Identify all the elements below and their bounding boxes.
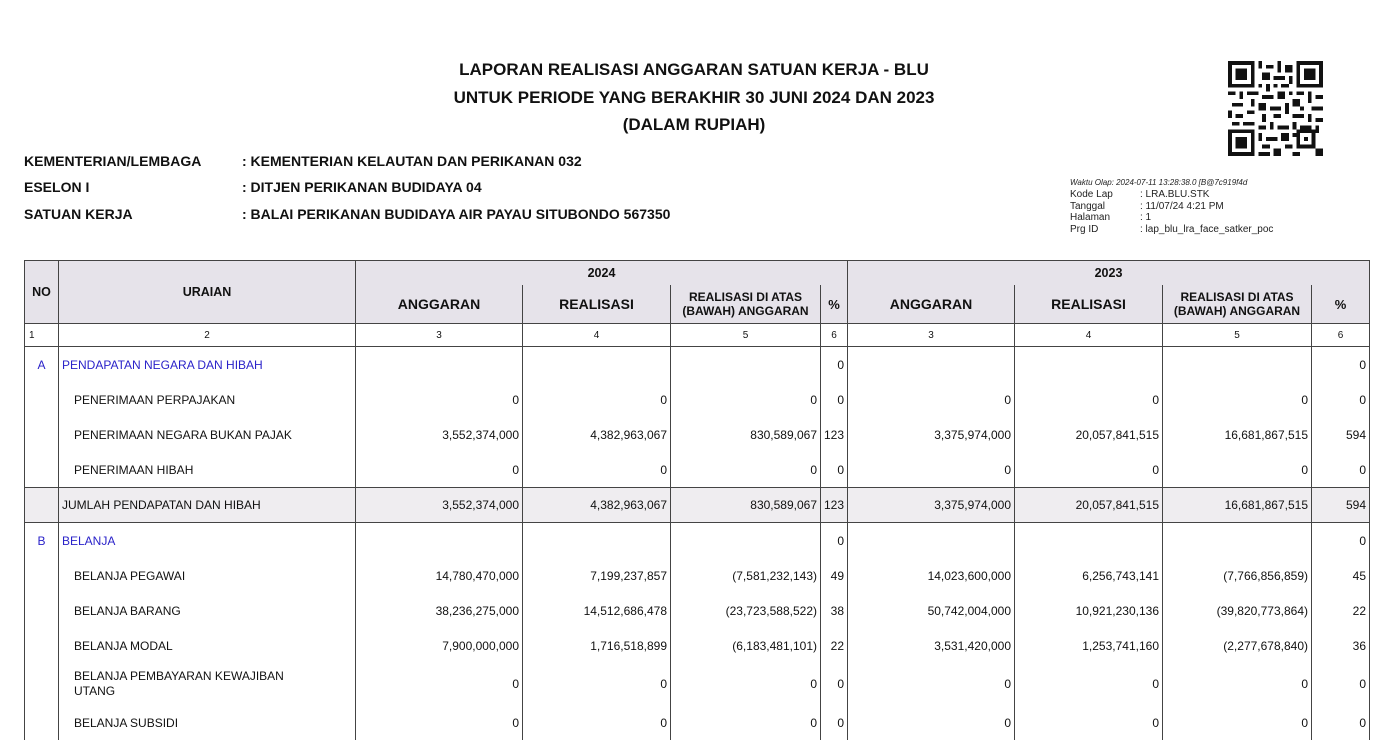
pct-2024: 123 — [821, 488, 848, 523]
report-info — [1070, 178, 1274, 235]
pct-2024: 0 — [821, 452, 848, 488]
budget-realization-table — [24, 260, 1370, 740]
row-description-line1: BELANJA PEMBAYARAN KEWAJIBAN — [74, 669, 284, 683]
selisih-label-line2: (BAWAH) ANGGARAN — [1173, 304, 1301, 318]
row-code — [25, 452, 59, 488]
anggaran-2023: 0 — [848, 705, 1015, 740]
pct-2023: 0 — [1312, 452, 1370, 488]
selisih-2024: (23,723,588,522) — [671, 593, 821, 628]
col-anggaran-2023: ANGGARAN — [848, 285, 1015, 324]
realisasi-2023: 6,256,743,141 — [1015, 558, 1163, 593]
anggaran-2023: 50,742,004,000 — [848, 593, 1015, 628]
anggaran-2024: 3,552,374,000 — [356, 417, 523, 452]
selisih-2024: 830,589,067 — [671, 417, 821, 452]
column-number: 5 — [671, 324, 821, 347]
realisasi-2023 — [1015, 523, 1163, 559]
anggaran-2023 — [848, 347, 1015, 383]
eselon-value: : DITJEN PERIKANAN BUDIDAYA 04 — [242, 179, 482, 195]
col-uraian-header: URAIAN — [59, 261, 356, 324]
report-period: UNTUK PERIODE YANG BERAKHIR 30 JUNI 2024 DAN 2023 — [453, 88, 935, 107]
realisasi-2024: 4,382,963,067 — [523, 417, 671, 452]
table-row — [25, 523, 1370, 559]
selisih-2023: 16,681,867,515 — [1163, 488, 1312, 523]
report-currency: (DALAM RUPIAH) — [622, 115, 766, 134]
realisasi-2024: 1,716,518,899 — [523, 628, 671, 663]
realisasi-2023: 10,921,230,136 — [1015, 593, 1163, 628]
table-row — [25, 452, 1370, 488]
selisih-2024: (6,183,481,101) — [671, 628, 821, 663]
selisih-2024: 0 — [671, 382, 821, 417]
selisih-2023: (7,766,856,859) — [1163, 558, 1312, 593]
row-code — [25, 488, 59, 523]
halaman-label: Halaman — [1070, 212, 1111, 223]
row-category: PENDAPATAN NEGARA DAN HIBAH — [59, 347, 356, 383]
row-code: A — [25, 347, 59, 383]
pct-2024: 123 — [821, 417, 848, 452]
anggaran-2024: 3,552,374,000 — [356, 488, 523, 523]
kementerian-label: KEMENTERIAN/LEMBAGA — [24, 153, 202, 169]
satker-label: SATUAN KERJA — [24, 206, 133, 222]
anggaran-2024: 7,900,000,000 — [356, 628, 523, 663]
pct-2023: 22 — [1312, 593, 1370, 628]
column-number: 1 — [25, 324, 59, 347]
selisih-2023: 0 — [1163, 705, 1312, 740]
pct-2024: 0 — [821, 523, 848, 559]
header-row-years — [25, 261, 1370, 286]
column-number: 4 — [1015, 324, 1163, 347]
realisasi-2024: 4,382,963,067 — [523, 488, 671, 523]
pct-2024: 0 — [821, 705, 848, 740]
table-row — [25, 558, 1370, 593]
pct-2024: 0 — [821, 347, 848, 383]
anggaran-2023: 3,531,420,000 — [848, 628, 1015, 663]
selisih-2024 — [671, 523, 821, 559]
realisasi-2024 — [523, 523, 671, 559]
selisih-2023: 16,681,867,515 — [1163, 417, 1312, 452]
report-title: LAPORAN REALISASI ANGGARAN SATUAN KERJA - BLU — [459, 60, 929, 79]
row-total-description: JUMLAH PENDAPATAN DAN HIBAH — [59, 488, 356, 523]
realisasi-2023: 0 — [1015, 663, 1163, 705]
row-description: PENERIMAAN HIBAH — [59, 452, 356, 488]
kode-lap-value: : LRA.BLU.STK — [1140, 189, 1210, 200]
selisih-label-line1: REALISASI DI ATAS — [1180, 290, 1294, 304]
eselon-label: ESELON I — [24, 179, 90, 195]
column-number: 3 — [848, 324, 1015, 347]
row-code — [25, 558, 59, 593]
realisasi-2023: 0 — [1015, 452, 1163, 488]
realisasi-2024: 0 — [523, 663, 671, 705]
anggaran-2024 — [356, 347, 523, 383]
row-description-line2: UTANG — [74, 684, 116, 698]
realisasi-2023: 20,057,841,515 — [1015, 417, 1163, 452]
row-description: BELANJA PEGAWAI — [59, 558, 356, 593]
selisih-2024 — [671, 347, 821, 383]
pct-2023: 36 — [1312, 628, 1370, 663]
qr-code-icon — [1228, 61, 1323, 156]
table-row — [25, 663, 1370, 705]
realisasi-2023 — [1015, 347, 1163, 383]
selisih-2023: 0 — [1163, 663, 1312, 705]
anggaran-2023: 3,375,974,000 — [848, 417, 1015, 452]
row-description — [59, 663, 356, 705]
table-row — [25, 417, 1370, 452]
col-realisasi-2024: REALISASI — [523, 285, 671, 324]
anggaran-2024: 0 — [356, 452, 523, 488]
realisasi-2024: 0 — [523, 452, 671, 488]
waktu-olap: Waktu Olap: 2024-07-11 13:28:38.0 [B@7c919f4d — [1070, 178, 1248, 187]
realisasi-2023: 1,253,741,160 — [1015, 628, 1163, 663]
realisasi-2024: 0 — [523, 705, 671, 740]
halaman-value: : 1 — [1140, 212, 1152, 223]
pct-2023: 0 — [1312, 523, 1370, 559]
column-number: 3 — [356, 324, 523, 347]
col-no-header: NO — [25, 261, 59, 324]
prg-id-value: : lap_blu_lra_face_satker_poc — [1140, 223, 1274, 235]
year-2024-header: 2024 — [356, 261, 848, 286]
row-description: BELANJA BARANG — [59, 593, 356, 628]
tanggal-label: Tanggal — [1070, 200, 1106, 212]
column-number: 6 — [1312, 324, 1370, 347]
pct-2023: 594 — [1312, 417, 1370, 452]
anggaran-2024: 38,236,275,000 — [356, 593, 523, 628]
selisih-2024: 0 — [671, 663, 821, 705]
column-number: 6 — [821, 324, 848, 347]
selisih-2023: (39,820,773,864) — [1163, 593, 1312, 628]
realisasi-2023: 0 — [1015, 705, 1163, 740]
selisih-2023 — [1163, 523, 1312, 559]
selisih-2023: 0 — [1163, 452, 1312, 488]
table-row — [25, 628, 1370, 663]
selisih-2023: (2,277,678,840) — [1163, 628, 1312, 663]
realisasi-2023: 0 — [1015, 382, 1163, 417]
row-category: BELANJA — [59, 523, 356, 559]
row-code: B — [25, 523, 59, 559]
anggaran-2024 — [356, 523, 523, 559]
anggaran-2023: 0 — [848, 663, 1015, 705]
col-selisih-2024 — [671, 285, 821, 324]
pct-2024: 38 — [821, 593, 848, 628]
total-row — [25, 488, 1370, 523]
selisih-2023: 0 — [1163, 382, 1312, 417]
column-number: 5 — [1163, 324, 1312, 347]
pct-2023: 0 — [1312, 347, 1370, 383]
selisih-2024: 0 — [671, 452, 821, 488]
anggaran-2024: 0 — [356, 382, 523, 417]
pct-2024: 0 — [821, 663, 848, 705]
column-number: 4 — [523, 324, 671, 347]
pct-2024: 49 — [821, 558, 848, 593]
row-code — [25, 382, 59, 417]
realisasi-2024: 0 — [523, 382, 671, 417]
column-number: 2 — [59, 324, 356, 347]
row-description: BELANJA SUBSIDI — [59, 705, 356, 740]
realisasi-2024: 7,199,237,857 — [523, 558, 671, 593]
selisih-2024: 830,589,067 — [671, 488, 821, 523]
pct-2024: 22 — [821, 628, 848, 663]
anggaran-2024: 14,780,470,000 — [356, 558, 523, 593]
pct-2023: 594 — [1312, 488, 1370, 523]
year-2023-header: 2023 — [848, 261, 1370, 286]
pct-2023: 0 — [1312, 705, 1370, 740]
anggaran-2024: 0 — [356, 705, 523, 740]
row-description: PENERIMAAN NEGARA BUKAN PAJAK — [59, 417, 356, 452]
realisasi-2024 — [523, 347, 671, 383]
kode-lap-label: Kode Lap — [1070, 189, 1113, 200]
col-realisasi-2023: REALISASI — [1015, 285, 1163, 324]
anggaran-2023: 14,023,600,000 — [848, 558, 1015, 593]
anggaran-2023: 0 — [848, 382, 1015, 417]
col-pct-2023: % — [1312, 285, 1370, 324]
pct-2023: 45 — [1312, 558, 1370, 593]
anggaran-2024: 0 — [356, 663, 523, 705]
row-code — [25, 628, 59, 663]
row-description: BELANJA MODAL — [59, 628, 356, 663]
selisih-2024: (7,581,232,143) — [671, 558, 821, 593]
kementerian-value: : KEMENTERIAN KELAUTAN DAN PERIKANAN 032 — [242, 153, 582, 169]
col-selisih-2023 — [1163, 285, 1312, 324]
anggaran-2023: 0 — [848, 452, 1015, 488]
prg-id-label: Prg ID — [1070, 223, 1099, 235]
row-code — [25, 593, 59, 628]
col-anggaran-2024: ANGGARAN — [356, 285, 523, 324]
pct-2024: 0 — [821, 382, 848, 417]
anggaran-2023: 3,375,974,000 — [848, 488, 1015, 523]
tanggal-value: : 11/07/24 4:21 PM — [1140, 200, 1224, 212]
row-code — [25, 417, 59, 452]
satker-value: : BALAI PERIKANAN BUDIDAYA AIR PAYAU SITUBONDO 567350 — [242, 206, 671, 222]
selisih-2024: 0 — [671, 705, 821, 740]
selisih-label-line2: (BAWAH) ANGGARAN — [682, 304, 809, 318]
pct-2023: 0 — [1312, 663, 1370, 705]
realisasi-2023: 20,057,841,515 — [1015, 488, 1163, 523]
anggaran-2023 — [848, 523, 1015, 559]
col-pct-2024: % — [821, 285, 848, 324]
realisasi-2024: 14,512,686,478 — [523, 593, 671, 628]
row-description: PENERIMAAN PERPAJAKAN — [59, 382, 356, 417]
column-number-row — [25, 324, 1370, 347]
pct-2023: 0 — [1312, 382, 1370, 417]
selisih-2023 — [1163, 347, 1312, 383]
table-row — [25, 347, 1370, 383]
row-code — [25, 663, 59, 705]
table-row — [25, 382, 1370, 417]
selisih-label-line1: REALISASI DI ATAS — [688, 290, 803, 304]
table-row — [25, 593, 1370, 628]
